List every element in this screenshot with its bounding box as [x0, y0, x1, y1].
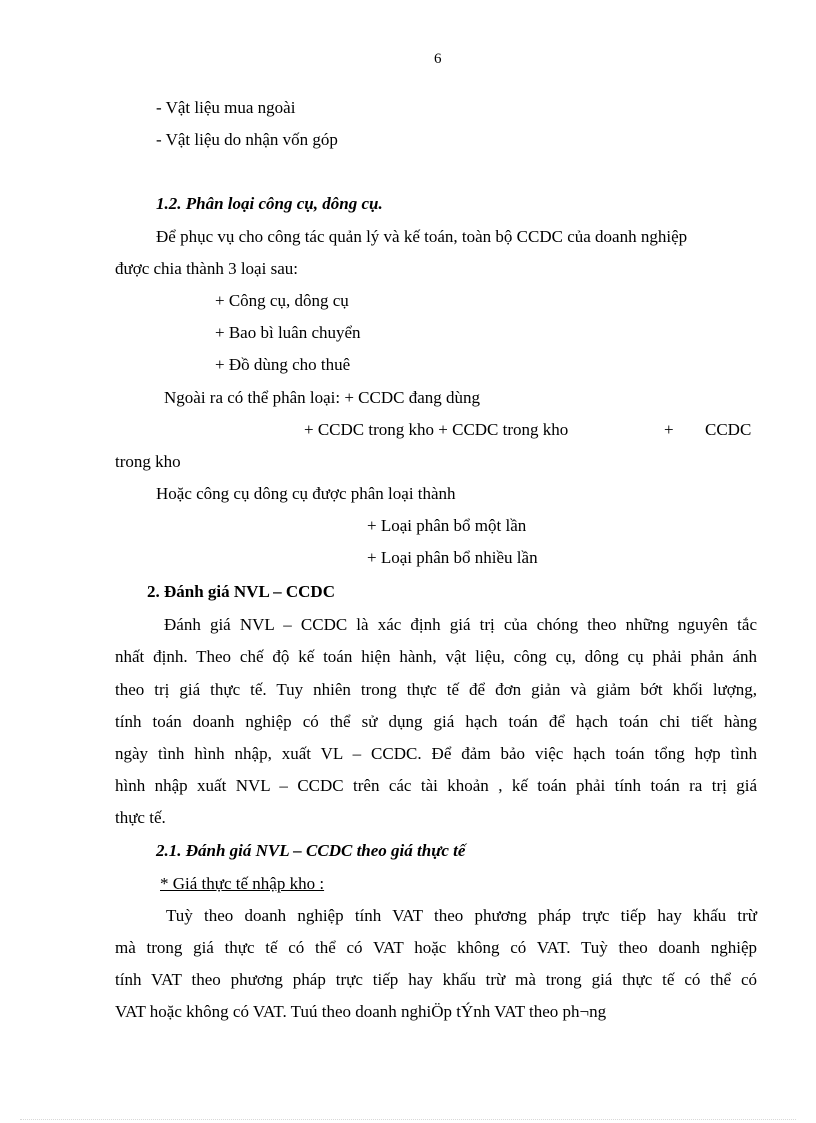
- list-item: - Vật liệu mua ngoài: [156, 98, 296, 117]
- paragraph-line: theo trị giá thực tế. Tuy nhiên trong thực tế để đơn giản và giảm bớt khối lượng,: [115, 680, 757, 699]
- paragraph-line: CCDC: [705, 420, 752, 439]
- page-number: 6: [434, 51, 442, 67]
- paragraph-line: Đánh giá NVL – CCDC là xác định giá trị của chóng theo những nguyên tắc: [164, 615, 757, 634]
- list-item: + Công cụ, dông cụ: [215, 291, 349, 310]
- paragraph-line: Ngoài ra có thể phân loại: + CCDC đang dùng: [164, 388, 481, 407]
- paragraph-line: + CCDC trong kho + CCDC trong kho: [304, 420, 569, 439]
- section-heading: 2. Đánh giá NVL – CCDC: [147, 582, 335, 601]
- paragraph-line: Tuỳ theo doanh nghiệp tính VAT theo phương pháp trực tiếp hay khấu trừ: [166, 906, 757, 925]
- paragraph-line: trong kho: [115, 452, 181, 471]
- paragraph-line: Hoặc công cụ dông cụ được phân loại thành: [156, 484, 456, 503]
- section-heading: 1.2. Phân loại công cụ, dông cụ.: [156, 194, 383, 213]
- paragraph-line: được chia thành 3 loại sau:: [115, 259, 298, 278]
- page-edge-divider: [20, 1119, 796, 1120]
- paragraph-line: tính VAT theo phương pháp trực tiếp hay khấu trừ mà trong giá thực tế có thể có: [115, 970, 757, 989]
- paragraph-line: mà trong giá thực tế có thể có VAT hoặc không có VAT. Tuỳ theo doanh nghiệp: [115, 938, 757, 957]
- paragraph-line: hình nhập xuất NVL – CCDC trên các tài khoản , kế toán phải tính toán ra trị giá: [115, 776, 757, 795]
- section-heading: 2.1. Đánh giá NVL – CCDC theo giá thực tế: [156, 841, 466, 860]
- paragraph-line: Để phục vụ cho công tác quản lý và kế toán, toàn bộ CCDC của doanh nghiệp: [156, 227, 688, 246]
- list-item: + Bao bì luân chuyển: [215, 323, 361, 342]
- paragraph-line: VAT hoặc không có VAT. Tuú theo doanh nghiÖp tÝnh VAT theo ph¬ng: [115, 1002, 607, 1021]
- paragraph-line: +: [664, 420, 674, 439]
- list-item: + Loại phân bổ nhiều lần: [367, 548, 538, 567]
- paragraph-line: thực tế.: [115, 808, 166, 827]
- list-item: + Loại phân bổ một lần: [367, 516, 527, 535]
- paragraph-line: ngày tình hình nhập, xuất VL – CCDC. Để đảm bảo việc hạch toán tổng hợp tình: [115, 744, 757, 763]
- list-item: + Đồ dùng cho thuê: [215, 355, 351, 374]
- sub-heading: * Giá thực tế nhập kho :: [160, 874, 325, 893]
- paragraph-line: nhất định. Theo chế độ kế toán hiện hành, vật liệu, công cụ, dông cụ phải phản ánh: [115, 647, 757, 666]
- paragraph-line: tính toán doanh nghiệp có thể sử dụng giá hạch toán để hạch toán chi tiết hàng: [115, 712, 757, 731]
- list-item: - Vật liệu do nhận vốn góp: [156, 130, 338, 149]
